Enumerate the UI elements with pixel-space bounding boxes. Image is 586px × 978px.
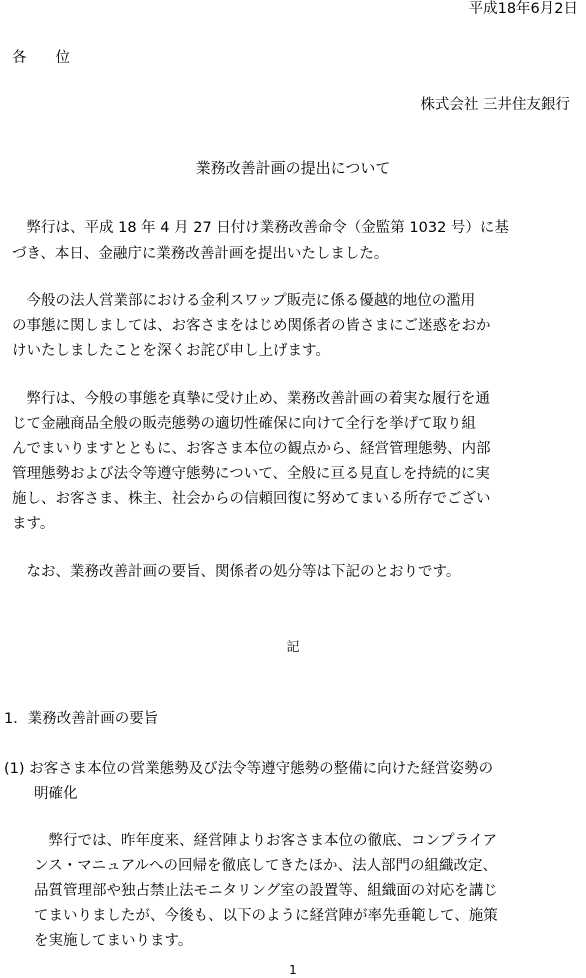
subsection-1-body-line-3: 品質管理部や独占禁止法モニタリング室の設置等、組織面の対応を講じ bbox=[34, 883, 498, 899]
paragraph-3-line-4: 管理態勢および法令等遵守態勢について、全般に亘る見直しを持続的に実 bbox=[12, 466, 490, 482]
company-name: 株式会社 三井住友銀行 bbox=[420, 97, 570, 113]
document-date: 平成18年6月2日 bbox=[468, 1, 578, 17]
subsection-1-heading-line-1: (1) お客さま本位の営業態勢及び法令等遵守態勢の整備に向けた経営姿勢の bbox=[4, 761, 494, 777]
paragraph-4-line-1: なお、業務改善計画の要旨、関係者の処分等は下記のとおりです。 bbox=[12, 564, 461, 580]
paragraph-2-line-3: けいたしましたことを深くお詫び申し上げます。 bbox=[12, 343, 330, 359]
paragraph-3-line-6: ます。 bbox=[12, 516, 55, 532]
paragraph-3-line-1: 弊行は、今般の事態を真摯に受け止め、業務改善計画の着実な履行を通 bbox=[12, 391, 490, 407]
subsection-1-body-line-5: を実施してまいります。 bbox=[34, 933, 193, 949]
paragraph-3-line-3: んでまいりますとともに、お客さま本位の観点から、経営管理態勢、内部 bbox=[12, 441, 491, 457]
paragraph-1-line-1: 弊行は、平成 18 年 4 月 27 日付け業務改善命令（金監第 1032 号）に基 bbox=[12, 220, 509, 236]
page-number: 1 bbox=[289, 963, 297, 977]
paragraph-3-line-2: じて金融商品全般の販売態勢の適切性確保に向けて全行を挙げて取り組 bbox=[12, 416, 476, 432]
subsection-1-heading-line-2: 明確化 bbox=[34, 786, 78, 802]
paragraph-2-line-1: 今般の法人営業部における金利スワップ販売に係る優越的地位の濫用 bbox=[12, 293, 476, 309]
ki-marker: 記 bbox=[286, 640, 300, 655]
section-1-heading: 1．業務改善計画の要旨 bbox=[4, 711, 159, 727]
paragraph-1-line-2: づき、本日、金融庁に業務改善計画を提出いたしました。 bbox=[12, 246, 389, 262]
document-title: 業務改善計画の提出について bbox=[195, 159, 391, 177]
paragraph-3-line-5: 施し、お客さま、株主、社会からの信頼回復に努めてまいる所存でござい bbox=[12, 491, 491, 507]
subsection-1-body-line-1: 弊行では、昨年度来、経営陣よりお客さま本位の徹底、コンプライア bbox=[34, 833, 498, 849]
addressee: 各 位 bbox=[12, 50, 70, 66]
subsection-1-body-line-4: てまいりましたが、今後も、以下のように経営陣が率先垂範して、施策 bbox=[34, 908, 498, 924]
paragraph-2-line-2: の事態に関しましては、お客さまをはじめ関係者の皆さまにご迷惑をおか bbox=[12, 318, 491, 334]
subsection-1-body-line-2: ンス・マニュアルへの回帰を徹底してきたほか、法人部門の組織改定、 bbox=[34, 858, 497, 874]
